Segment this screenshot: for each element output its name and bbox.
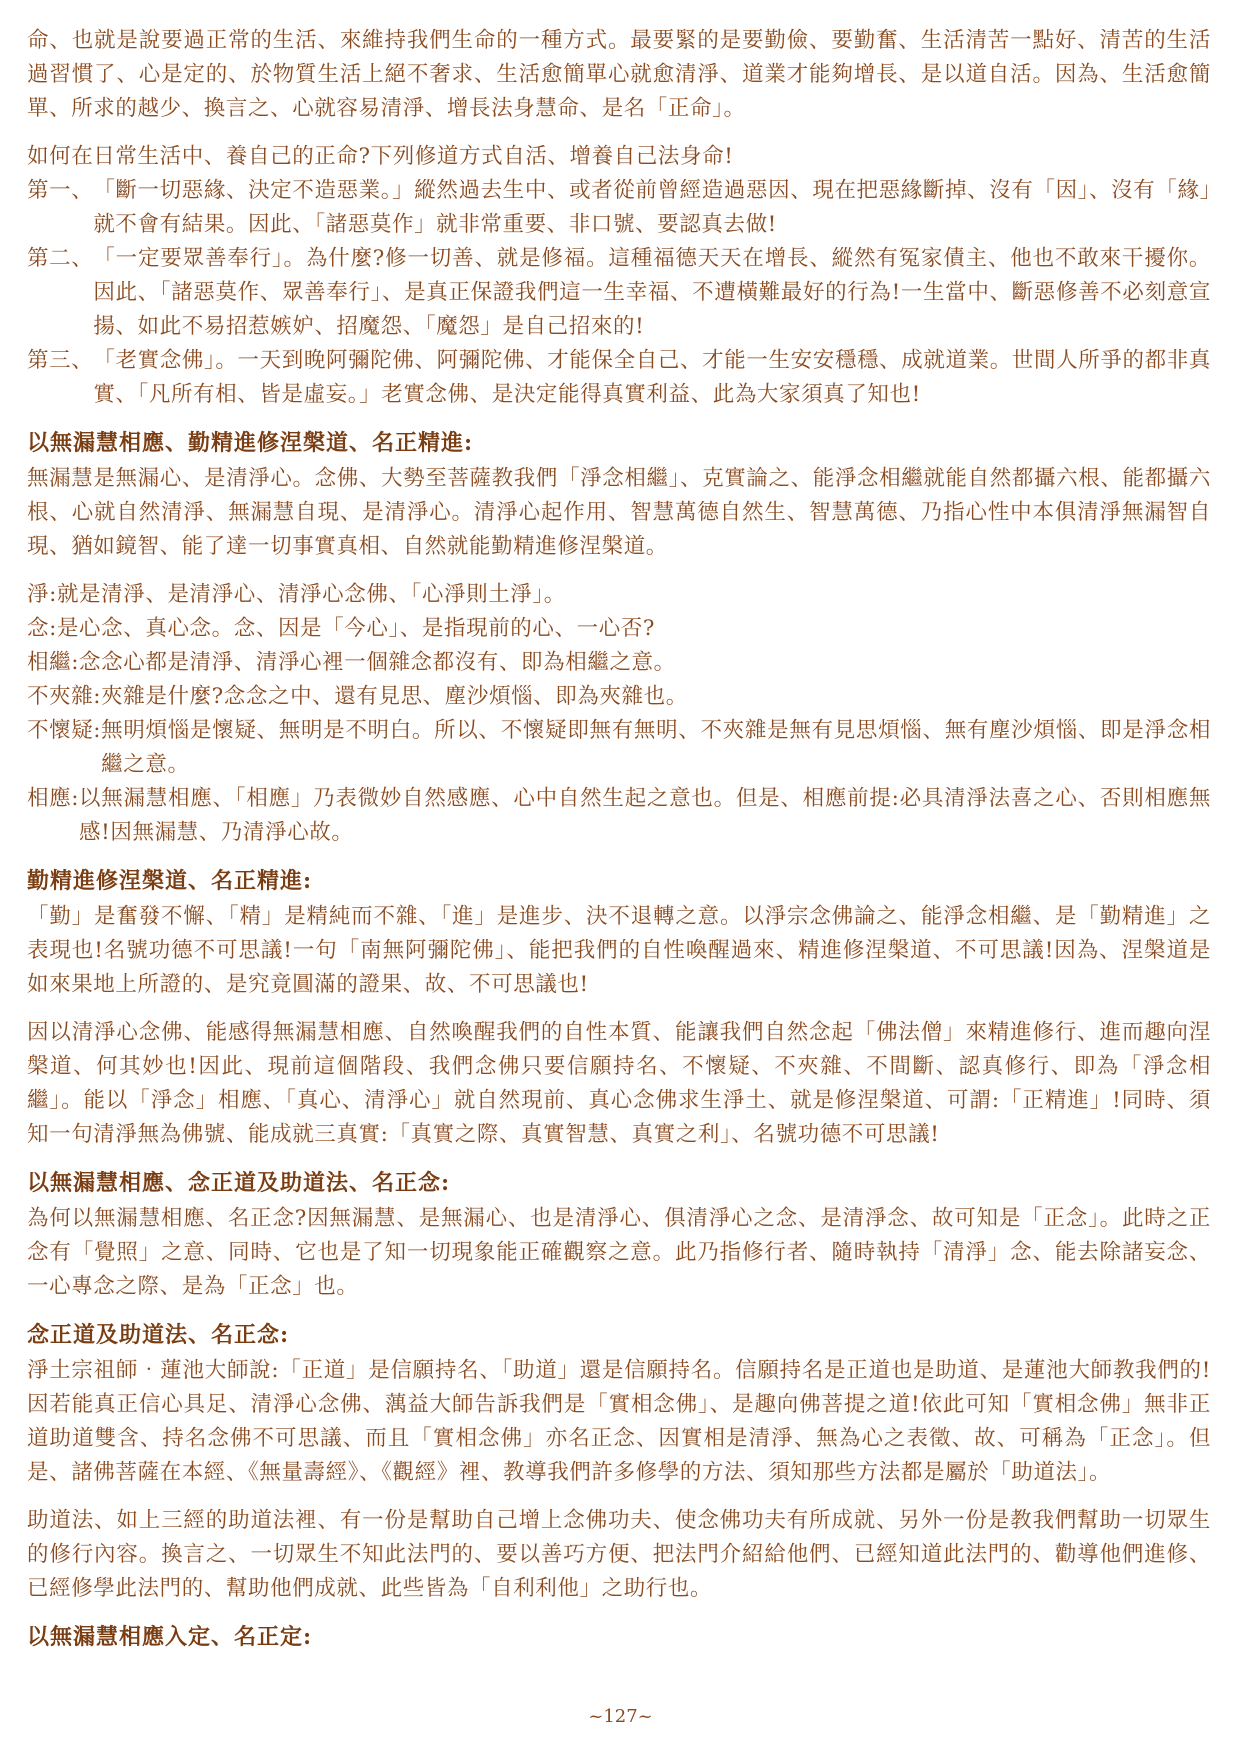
list-item <box>27 680 1211 714</box>
list-item <box>27 782 1211 850</box>
section-body: 淨土宗祖師‧蓮池大師說:「正道」是信願持名、「助道」還是信願持名。信願持名是正道也是助道、是蓮池大師教我們的!因若能真正信心具足、清淨心念佛、蕅益大師告訴我們是「實相念佛」、是趣向佛菩提之道!依此可知「實相念佛」無非正道助道雙含、持名念佛不可思議、而且「實相念佛」亦名正念、因實相是清淨、無為心之表徵、故、可稱為「正念」。但是、諸佛菩薩在本經、《無量壽經》、《觀經》裡、教導我們許多修學的方法、須知那些方法都是屬於「助道法」。 <box>27 1358 1211 1485</box>
section-heading: 念正道及助道法、名正念: <box>27 1322 290 1348</box>
definition-text: 是心念、真心念。念、因是「今心」、是指現前的心、一心否? <box>56 616 656 641</box>
list-item <box>27 174 1211 242</box>
step-label: 第三、 <box>27 348 94 373</box>
definition-text: 念念心都是清淨、清淨心裡一個雜念都沒有、即為相繼之意。 <box>79 650 676 675</box>
step-text: 「一定要眾善奉行」。為什麼?修一切善、就是修福。這種福德天天在增長、縱然有冤家債主、他也不敢來干擾你。因此、「諸惡莫作、眾善奉行」、是真正保證我們這一生幸福、不遭橫難最好的行為!一生當中、斷惡修善不必刻意宣揚、如此不易招惹嫉妒、招魔怨、「魔怨」是自己招來的! <box>93 246 1211 339</box>
definition-text: 就是清淨、是清淨心、清淨心念佛、「心淨則土淨」。 <box>56 582 566 607</box>
list-item <box>27 242 1211 344</box>
page-number: ~127~ <box>588 1706 653 1727</box>
section-heading: 勤精進修涅槃道、名正精進: <box>27 868 313 894</box>
definition-text: 以無漏慧相應、「相應」乃表微妙自然感應、心中自然生起之意也。但是、相應前提:必具清淨法喜之心、否則相應無感!因無漏慧、乃清淨心故。 <box>79 786 1211 845</box>
definition-term: 相應: <box>27 786 80 811</box>
definition-term: 相繼: <box>27 650 80 675</box>
section-body: 無漏慧是無漏心、是清淨心。念佛、大勢至菩薩教我們「淨念相繼」、克實論之、能淨念相繼就能自然都攝六根、能都攝六根、心就自然清淨、無漏慧自現、是清淨心。清淨心起作用、智慧萬德自然生、智慧萬德、乃指心性中本俱清淨無漏智自現、猶如鏡智、能了達一切事實真相、自然就能勤精進修涅槃道。 <box>27 466 1211 559</box>
section-body: 為何以無漏慧相應、名正念?因無漏慧、是無漏心、也是清淨心、俱清淨心之念、是清淨念、故可知是「正念」。此時之正念有「覺照」之意、同時、它也是了知一切現象能正確觀察之意。此乃指修行者、隨時執持「清淨」念、能去除諸妄念、一心專念之際、是為「正念」也。 <box>27 1206 1211 1299</box>
definition-text: 夾雜是什麼?念念之中、還有見思、塵沙煩惱、即為夾雜也。 <box>101 684 688 709</box>
step-label: 第一、 <box>27 178 94 203</box>
section-body: 「勤」是奮發不懈、「精」是精純而不雜、「進」是進步、決不退轉之意。以淨宗念佛論之、能淨念相繼、是「勤精進」之表現也!名號功德不可思議!一句「南無阿彌陀佛」、能把我們的自性喚醒過來、精進修涅槃道、不可思議!因為、涅槃道是如來果地上所證的、是究竟圓滿的證果、故、不可思議也! <box>27 904 1211 997</box>
step-text: 「老實念佛」。一天到晚阿彌陀佛、阿彌陀佛、才能保全自己、才能一生安安穩穩、成就道業。世間人所爭的都非真實、「凡所有相、皆是虛妄。」老實念佛、是決定能得真實利益、此為大家須真了知也! <box>93 348 1211 407</box>
section-body: 因以清淨心念佛、能感得無漏慧相應、自然喚醒我們的自性本質、能讓我們自然念起「佛法僧」來精進修行、進而趣向涅槃道、何其妙也!因此、現前這個階段、我們念佛只要信願持名、不懷疑、不夾雜、不間斷、認真修行、即為「淨念相繼」。能以「淨念」相應、「真心、清淨心」就自然現前、真心念佛求生淨土、就是修涅槃道、可謂:「正精進」!同時、須知一句清淨無為佛號、能成就三真實:「真實之際、真實智慧、真實之利」、名號功德不可思議! <box>27 1020 1211 1147</box>
section-heading: 以無漏慧相應入定、名正定: <box>27 1624 313 1650</box>
step-label: 第二、 <box>27 246 94 271</box>
list-item <box>27 344 1211 412</box>
definition-term: 不懷疑: <box>27 718 102 743</box>
definition-term: 不夾雜: <box>27 684 102 709</box>
step-text: 「斷一切惡緣、決定不造惡業。」縱然過去生中、或者從前曾經造過惡因、現在把惡緣斷掉、沒有「因」、沒有「緣」就不會有結果。因此、「諸惡莫作」就非常重要、非口號、要認真去做! <box>93 178 1211 237</box>
section-heading: 以無漏慧相應、念正道及助道法、名正念: <box>27 1170 451 1196</box>
definition-term: 念: <box>27 616 57 641</box>
list-item <box>27 612 1211 646</box>
steps-block <box>27 140 1211 412</box>
definitions-block <box>27 578 1211 850</box>
intro-question: 如何在日常生活中、養自己的正命?下列修道方式自活、增養自己法身命! <box>27 144 734 169</box>
list-item <box>27 578 1211 612</box>
definition-term: 淨: <box>27 582 57 607</box>
intro-paragraph: 命、也就是說要過正常的生活、來維持我們生命的一種方式。最要緊的是要勤儉、要勤奮、生活清苦一點好、清苦的生活過習慣了、心是定的、於物質生活上絕不奢求、生活愈簡單心就愈清淨、道業才能夠增長、是以道自活。因為、生活愈簡單、所求的越少、換言之、心就容易清淨、增長法身慧命、是名「正命」。 <box>27 28 1211 121</box>
section-heading: 以無漏慧相應、勤精進修涅槃道、名正精進: <box>27 430 474 456</box>
definition-text: 無明煩惱是懷疑、無明是不明白。所以、不懷疑即無有無明、不夾雜是無有見思煩惱、無有塵沙煩惱、即是淨念相繼之意。 <box>101 718 1211 777</box>
section-body: 助道法、如上三經的助道法裡、有一份是幫助自己增上念佛功夫、使念佛功夫有所成就、另外一份是教我們幫助一切眾生的修行內容。換言之、一切眾生不知此法門的、要以善巧方便、把法門介紹給他們、已經知道此法門的、勸導他們進修、已經修學此法門的、幫助他們成就、此些皆為「自利利他」之助行也。 <box>27 1508 1211 1601</box>
list-item <box>27 714 1211 782</box>
list-item <box>27 646 1211 680</box>
